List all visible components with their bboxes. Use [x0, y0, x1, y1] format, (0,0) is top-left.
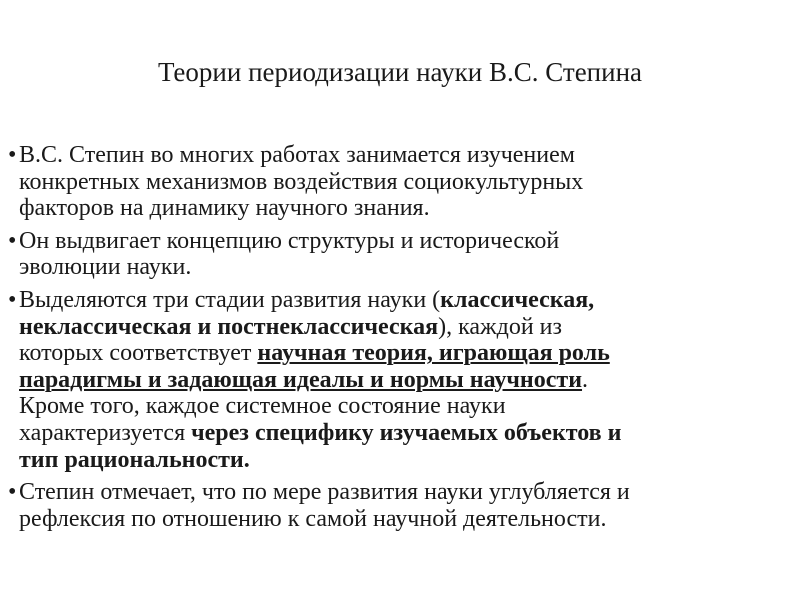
- text-run: Выделяются три стадии развития науки (: [19, 286, 441, 313]
- bullet-marker: •: [8, 479, 17, 506]
- bullet-line: Кроме того, каждое системное состояние науки: [19, 393, 506, 420]
- bold-text: тип рациональности.: [19, 446, 250, 473]
- text-run: которых соответствует: [19, 340, 258, 367]
- bullet-item: [8, 287, 788, 473]
- bullet-line: факторов на динамику научного знания.: [19, 195, 430, 222]
- bullet-marker: •: [8, 227, 17, 254]
- bullet-line: В.С. Степин во многих работах занимается изучением: [19, 142, 575, 168]
- slide-title: Теории периодизации науки В.С. Степина: [157, 57, 643, 87]
- bullet-marker: •: [8, 142, 17, 168]
- text-run: характеризуется: [19, 419, 192, 446]
- bullet-item: [8, 142, 788, 222]
- bullet-line: [19, 367, 788, 394]
- bold-text: через специфику изучаемых объектов и: [191, 419, 622, 446]
- bold-underlined-text: парадигмы и задающая идеалы и нормы научности: [19, 366, 583, 393]
- bullet-line: [19, 447, 788, 474]
- bullet-list: [8, 142, 788, 538]
- bullet-line: [19, 420, 788, 447]
- bullet-line: [19, 340, 788, 367]
- bold-text: неклассическая и постнеклассическая: [19, 313, 439, 340]
- bullet-line: [19, 314, 788, 341]
- bullet-line: конкретных механизмов воздействия социокультурных: [19, 168, 584, 195]
- bullet-line: Он выдвигает концепцию структуры и исторической: [19, 227, 560, 254]
- bullet-item: [8, 228, 788, 281]
- text-run: ), каждой из: [438, 313, 562, 340]
- bullet-line: [19, 287, 788, 314]
- bullet-line: эволюции науки.: [19, 254, 192, 281]
- bullet-item: [8, 479, 788, 532]
- bullet-marker: •: [8, 286, 17, 313]
- bold-text: классическая,: [440, 286, 595, 313]
- bullet-line: рефлексия по отношению к самой научной деятельности.: [19, 505, 607, 532]
- bullet-line: Степин отмечает, что по мере развития науки углубляется и: [19, 479, 630, 506]
- bold-underlined-text: научная теория, играющая роль: [257, 340, 610, 367]
- text-run: .: [582, 366, 589, 393]
